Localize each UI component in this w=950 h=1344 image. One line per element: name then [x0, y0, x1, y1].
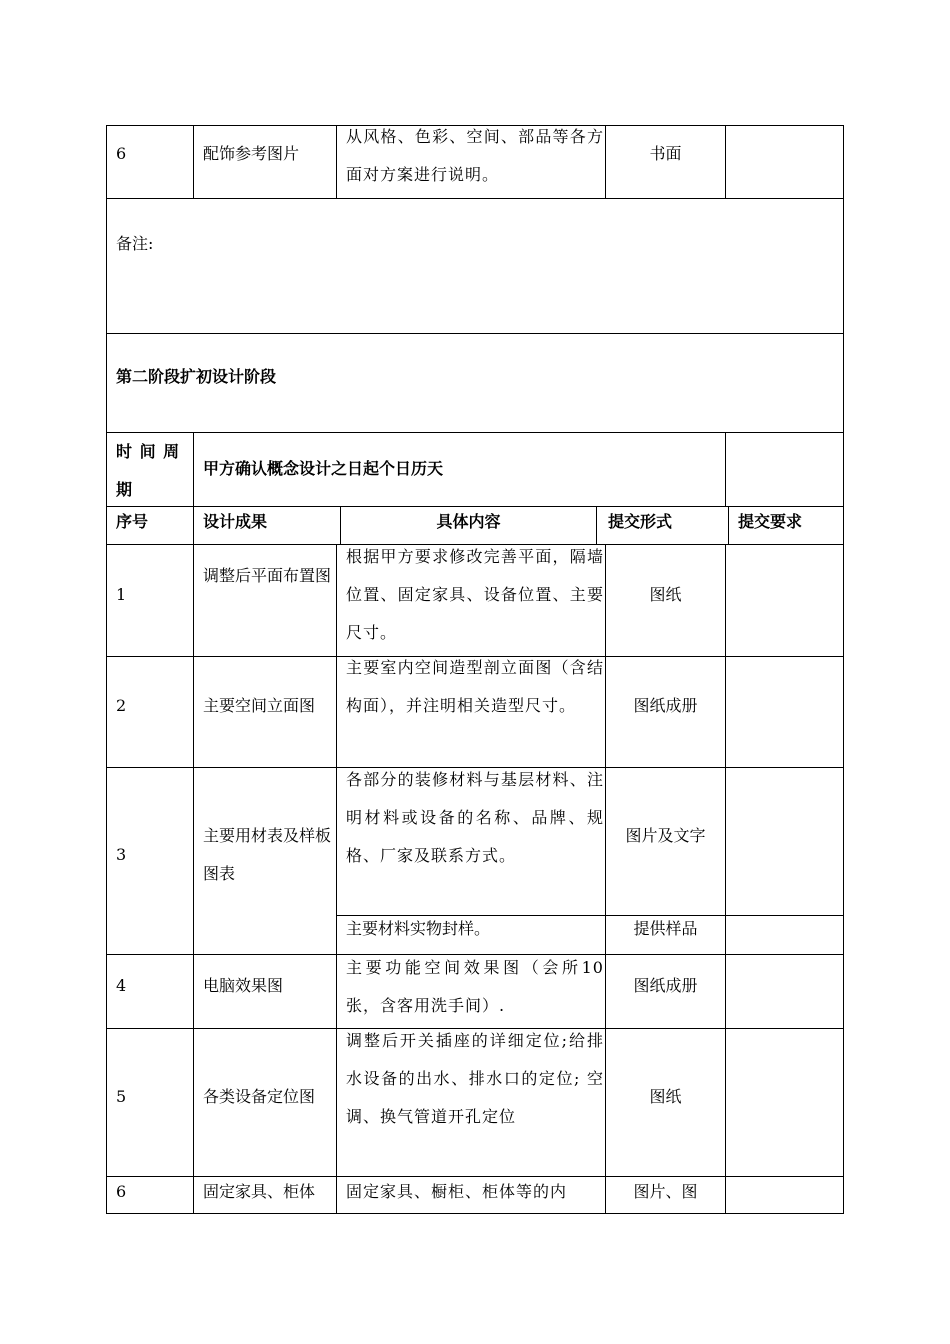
header-no: 序号	[116, 512, 149, 531]
row-number: 1	[116, 585, 127, 604]
submit-form: 图片、图	[633, 1182, 698, 1201]
design-result: 主要用材表及样板图表	[203, 826, 332, 883]
table-border	[725, 125, 726, 198]
submit-form: 图纸成册	[633, 976, 698, 995]
table-border	[106, 125, 107, 1214]
table-border	[106, 1213, 844, 1214]
row-number: 6	[116, 1182, 127, 1201]
header-requirement: 提交要求	[738, 512, 803, 531]
submit-form: 图纸	[649, 585, 682, 604]
table-border	[193, 544, 194, 1214]
table-border	[725, 432, 726, 506]
row-number: 6	[116, 144, 127, 163]
stage-title: 第二阶段扩初设计阶段	[116, 367, 277, 386]
period-label: 时 间 周 期	[116, 442, 181, 499]
table-border	[725, 544, 726, 1214]
row-number: 4	[116, 976, 127, 995]
submit-form: 图纸	[649, 1087, 682, 1106]
table-border	[843, 125, 844, 1214]
table-border	[106, 198, 844, 199]
content-detail: 固定家具、橱柜、柜体等的内	[346, 1182, 568, 1201]
table-border	[106, 432, 844, 433]
remark-label: 备注:	[116, 234, 154, 253]
design-result: 配饰参考图片	[203, 144, 300, 163]
row-number: 2	[116, 696, 127, 715]
design-result: 各类设备定位图	[203, 1087, 316, 1106]
table-border	[728, 506, 729, 544]
table-border	[193, 125, 194, 198]
row-number: 5	[116, 1087, 127, 1106]
content-detail: 各部分的装修材料与基层材料、注明材料或设备的名称、品牌、规格、厂家及联系方式。	[346, 770, 604, 865]
design-result: 固定家具、柜体	[203, 1182, 316, 1201]
header-result: 设计成果	[203, 512, 268, 531]
content-detail: 主要室内空间造型剖立面图（含结构面），并注明相关造型尺寸。	[346, 658, 604, 715]
table-border	[336, 125, 337, 198]
period-value: 甲方确认概念设计之日起个日历天	[203, 459, 444, 478]
submit-form: 图纸成册	[633, 696, 698, 715]
header-form: 提交形式	[608, 512, 673, 531]
design-result: 电脑效果图	[203, 976, 284, 995]
content-detail: 调整后开关插座的详细定位;给排水设备的出水、排水口的定位; 空调、换气管道开孔定位	[346, 1031, 604, 1126]
header-content: 具体内容	[436, 512, 501, 531]
design-result: 主要空间立面图	[203, 696, 316, 715]
content-detail: 从风格、色彩、空间、部品等各方面对方案进行说明。	[346, 127, 604, 184]
table-border	[193, 432, 194, 506]
content-detail: 主要材料实物封样。	[346, 919, 491, 938]
content-detail: 根据甲方要求修改完善平面，隔墙位置、固定家具、设备位置、主要尺寸。	[346, 547, 604, 642]
content-detail: 主要功能空间效果图（会所10张，含客用洗手间）.	[346, 958, 604, 1015]
submit-form: 图片及文字	[625, 826, 706, 845]
design-result: 调整后平面布置图	[203, 566, 332, 585]
table-border	[106, 333, 844, 334]
table-border	[193, 506, 194, 544]
row-number: 3	[116, 845, 127, 864]
submit-form: 提供样品	[633, 919, 698, 938]
submit-form: 书面	[649, 144, 682, 163]
